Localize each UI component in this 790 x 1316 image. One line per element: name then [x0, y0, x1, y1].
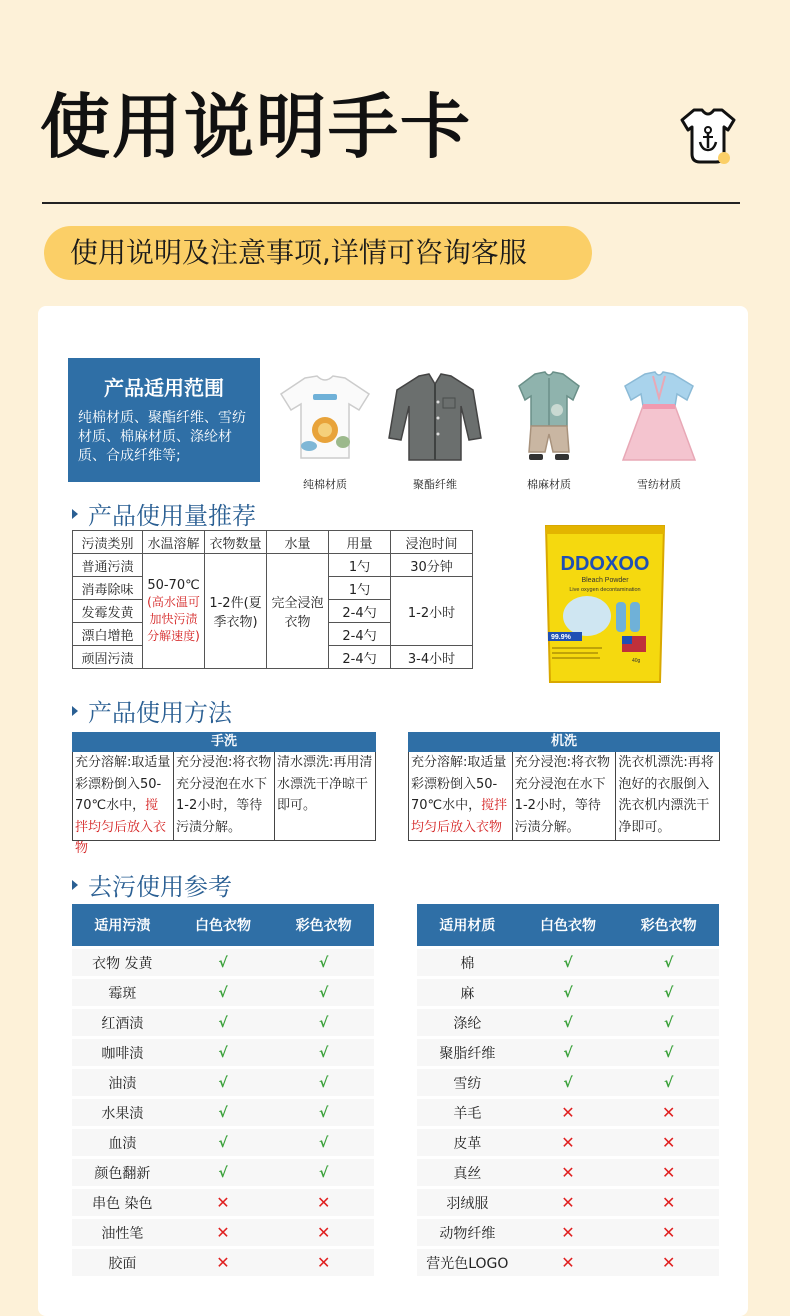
- cross-icon: ✕: [661, 1193, 676, 1212]
- mark-cell: [518, 1249, 619, 1276]
- check-icon: √: [664, 1074, 674, 1091]
- bag-brand: DDOXOO: [560, 553, 650, 575]
- method-heading-text: 产品使用方法: [88, 699, 232, 727]
- table-row: [417, 979, 719, 1006]
- check-icon: √: [319, 1014, 329, 1031]
- cross-icon: ✕: [561, 1103, 575, 1122]
- cross-icon: ✕: [316, 1253, 331, 1272]
- row-label: 串色 染色: [92, 1195, 153, 1212]
- method-section-heading: [72, 693, 232, 728]
- row-label: 水果渍: [101, 1105, 144, 1122]
- mark-cell: [618, 1189, 719, 1216]
- table-row: [417, 949, 719, 976]
- row-label: 颜色翻新: [94, 1165, 151, 1182]
- check-icon: √: [218, 1164, 228, 1181]
- mark-cell: [173, 1219, 274, 1246]
- boy-outfit-icon: [499, 368, 599, 466]
- usage-table: [72, 530, 473, 669]
- cross-icon: ✕: [216, 1223, 230, 1242]
- dosage-cell: 2-4勺: [329, 600, 391, 623]
- step-highlight: 搅拌均匀后放入衣物: [411, 798, 508, 835]
- dosage-cell: 2-4勺: [329, 646, 391, 669]
- tshirt-icon: [275, 368, 375, 466]
- check-icon: √: [319, 954, 329, 971]
- mark-cell: [273, 1039, 374, 1066]
- stain-reference-table: [72, 904, 374, 1276]
- header-cell: 衣物数量: [205, 531, 267, 554]
- table-header: [417, 904, 719, 946]
- scope-heading: 产品适用范围: [104, 376, 224, 400]
- row-label: 油渍: [108, 1075, 137, 1092]
- check-icon: √: [563, 954, 573, 971]
- cross-icon: ✕: [316, 1193, 331, 1212]
- mark-cell: [273, 1249, 374, 1276]
- table-row: [72, 1099, 374, 1126]
- check-icon: √: [218, 1134, 228, 1151]
- soak-cell: 3-4小时: [391, 646, 473, 669]
- mark-cell: [618, 1039, 719, 1066]
- step-text: 充分溶解:取适量彩漂粉倒入50-70℃水中，: [75, 755, 171, 813]
- row-label: 麻: [460, 985, 475, 1002]
- triangle-bullet-icon: [72, 880, 78, 890]
- header-cell: 彩色衣物: [295, 918, 352, 934]
- row-label: 羊毛: [453, 1105, 482, 1122]
- mark-cell: [518, 949, 619, 976]
- fabric-label: 纯棉材质: [303, 478, 347, 491]
- step-dissolve: [409, 752, 512, 840]
- row-label: 霉斑: [108, 985, 137, 1002]
- mark-cell: [518, 1009, 619, 1036]
- check-icon: √: [319, 984, 329, 1001]
- step-soak: 充分浸泡:将衣物充分浸泡在水下1-2小时，等待污渍分解。: [173, 752, 274, 840]
- table-row: [417, 1189, 719, 1216]
- scope-description: 纯棉材质、聚酯纤维、雪纺材质、棉麻材质、涤纶材质、合成纤维等;: [78, 410, 246, 464]
- row-label: 咖啡渍: [101, 1045, 144, 1062]
- check-icon: √: [563, 1074, 573, 1091]
- mark-cell: [273, 1009, 374, 1036]
- check-icon: √: [664, 984, 674, 1001]
- mark-cell: [273, 1129, 374, 1156]
- table-row: [72, 1219, 374, 1246]
- row-label: 聚脂纤维: [439, 1045, 496, 1062]
- step-rinse: 清水漂洗:再用清水漂洗干净晾干即可。: [274, 752, 375, 840]
- check-icon: √: [319, 1044, 329, 1061]
- hand-wash-title: 手洗: [72, 732, 376, 752]
- row-label: 皮革: [453, 1135, 482, 1152]
- mark-cell: [518, 979, 619, 1006]
- mark-cell: [618, 1159, 719, 1186]
- mark-cell: [173, 1039, 274, 1066]
- mark-cell: [173, 979, 274, 1006]
- cross-icon: ✕: [661, 1163, 676, 1182]
- mark-cell: [173, 1069, 274, 1096]
- usage-heading-text: 产品使用量推荐: [88, 502, 256, 530]
- table-row: [417, 1039, 719, 1066]
- machine-wash-box: [408, 732, 720, 841]
- table-row: [73, 554, 473, 577]
- table-row: [417, 1099, 719, 1126]
- check-icon: √: [319, 1074, 329, 1091]
- header-cell: 适用污渍: [94, 918, 151, 934]
- fabric-cotton-linen: [494, 368, 604, 492]
- cross-icon: ✕: [216, 1193, 230, 1212]
- row-label: 血渍: [108, 1135, 137, 1152]
- water-cell: 完全浸泡衣物: [267, 554, 329, 669]
- header-cell: 适用材质: [439, 918, 496, 934]
- check-icon: √: [218, 1044, 228, 1061]
- bag-weight: 40g: [632, 658, 641, 664]
- bag-product-name: Bleach Powder: [581, 577, 629, 584]
- cross-icon: ✕: [661, 1103, 676, 1122]
- stain-cell: 普通污渍: [73, 554, 143, 577]
- cross-icon: ✕: [561, 1253, 575, 1272]
- table-row: [72, 1159, 374, 1186]
- reference-heading-text: 去污使用参考: [88, 873, 232, 901]
- mark-cell: [173, 1009, 274, 1036]
- table-row: [72, 979, 374, 1006]
- bag-badge: 99.9%: [551, 634, 571, 641]
- mark-cell: [273, 1189, 374, 1216]
- fabric-polyester: [380, 368, 490, 492]
- fabric-label: 聚酯纤维: [413, 478, 457, 491]
- title-divider: [42, 202, 740, 204]
- check-icon: √: [664, 1014, 674, 1031]
- stain-cell: 顽固污渍: [73, 646, 143, 669]
- fabric-chiffon: [604, 368, 714, 492]
- table-row: [72, 1249, 374, 1276]
- check-icon: √: [319, 1164, 329, 1181]
- header-cell: 用量: [329, 531, 391, 554]
- check-icon: √: [218, 1104, 228, 1121]
- check-icon: √: [319, 1104, 329, 1121]
- dress-icon: [609, 368, 709, 466]
- header-cell: 浸泡时间: [391, 531, 473, 554]
- table-row: [72, 1189, 374, 1216]
- mark-cell: [173, 1189, 274, 1216]
- bleach-bag-icon: [542, 522, 668, 686]
- check-icon: √: [563, 1044, 573, 1061]
- material-reference-table: [417, 904, 719, 1276]
- mark-cell: [518, 1219, 619, 1246]
- soak-cell: 1-2小时: [391, 577, 473, 646]
- check-icon: √: [319, 1134, 329, 1151]
- cross-icon: ✕: [661, 1133, 676, 1152]
- scope-box: [68, 358, 260, 482]
- mark-cell: [618, 979, 719, 1006]
- mark-cell: [273, 1159, 374, 1186]
- row-label: 红酒渍: [101, 1015, 144, 1032]
- step-rinse: 洗衣机漂洗:再将泡好的衣服倒入洗衣机内漂洗干净即可。: [615, 752, 719, 840]
- check-icon: √: [218, 984, 228, 1001]
- content-card: [38, 306, 748, 1316]
- step-dissolve: [73, 752, 173, 856]
- mark-cell: [518, 1189, 619, 1216]
- mark-cell: [173, 1249, 274, 1276]
- row-label: 涤纶: [453, 1015, 482, 1032]
- row-label: 胶面: [108, 1255, 137, 1272]
- mark-cell: [518, 1039, 619, 1066]
- table-row: [73, 531, 473, 554]
- row-label: 动物纤维: [439, 1225, 496, 1242]
- usage-section-heading: [72, 496, 256, 531]
- stain-cell: 发霉发黄: [73, 600, 143, 623]
- quantity-cell: 1-2件(夏季衣物): [205, 554, 267, 669]
- cross-icon: ✕: [661, 1223, 676, 1242]
- table-row: [72, 1069, 374, 1096]
- hand-wash-box: [72, 732, 376, 856]
- mark-cell: [273, 1099, 374, 1126]
- mark-cell: [173, 1129, 274, 1156]
- check-icon: √: [218, 954, 228, 971]
- table-row: [72, 949, 374, 976]
- mark-cell: [518, 1159, 619, 1186]
- check-icon: √: [218, 1074, 228, 1091]
- page-title: 使用说明手卡: [40, 86, 472, 168]
- table-row: [417, 1249, 719, 1276]
- subtitle-banner: 使用说明及注意事项,详情可咨询客服: [44, 226, 592, 280]
- row-label: 棉: [460, 955, 475, 972]
- check-icon: √: [563, 1014, 573, 1031]
- row-label: 营光色LOGO: [426, 1255, 509, 1272]
- cross-icon: ✕: [216, 1253, 230, 1272]
- temp-note: (高水温可加快污渍分解速度): [147, 595, 200, 643]
- fabric-cotton: [270, 368, 380, 492]
- onesie-anchor-icon: [680, 106, 736, 166]
- header-cell: 白色衣物: [540, 918, 596, 934]
- check-icon: √: [218, 1014, 228, 1031]
- table-row: [417, 1219, 719, 1246]
- header-cell: 白色衣物: [195, 918, 251, 934]
- mark-cell: [618, 1129, 719, 1156]
- soak-cell: 30分钟: [391, 554, 473, 577]
- row-label: 羽绒服: [446, 1195, 489, 1212]
- cross-icon: ✕: [561, 1223, 575, 1242]
- stain-cell: 漂白增艳: [73, 623, 143, 646]
- table-row: [417, 1159, 719, 1186]
- mark-cell: [518, 1129, 619, 1156]
- mark-cell: [273, 1219, 374, 1246]
- mark-cell: [518, 1069, 619, 1096]
- cross-icon: ✕: [561, 1193, 575, 1212]
- row-label: 衣物 发黄: [92, 955, 153, 972]
- check-icon: √: [563, 984, 573, 1001]
- mark-cell: [273, 1069, 374, 1096]
- dosage-cell: 2-4勺: [329, 623, 391, 646]
- temp-cell: [143, 554, 205, 669]
- row-label: 油性笔: [101, 1225, 144, 1242]
- header-cell: 污渍类别: [73, 531, 143, 554]
- reference-section-heading: [72, 867, 232, 902]
- mark-cell: [618, 1069, 719, 1096]
- mark-cell: [273, 979, 374, 1006]
- mark-cell: [618, 1219, 719, 1246]
- check-icon: √: [664, 954, 674, 971]
- header-cell: 水量: [267, 531, 329, 554]
- table-header: [72, 904, 374, 946]
- stain-cell: 消毒除味: [73, 577, 143, 600]
- fabric-label: 雪纺材质: [637, 478, 681, 491]
- table-row: [417, 1069, 719, 1096]
- header-cell: 水温溶解: [143, 531, 205, 554]
- mark-cell: [618, 1009, 719, 1036]
- check-icon: √: [664, 1044, 674, 1061]
- mark-cell: [518, 1099, 619, 1126]
- mark-cell: [618, 1099, 719, 1126]
- header-cell: 彩色衣物: [640, 918, 697, 934]
- mark-cell: [173, 1099, 274, 1126]
- fabric-label: 棉麻材质: [527, 478, 571, 491]
- table-row: [72, 1039, 374, 1066]
- cross-icon: ✕: [661, 1253, 676, 1272]
- machine-wash-title: 机洗: [408, 732, 720, 752]
- cross-icon: ✕: [561, 1163, 575, 1182]
- triangle-bullet-icon: [72, 706, 78, 716]
- mark-cell: [618, 949, 719, 976]
- mark-cell: [173, 949, 274, 976]
- mark-cell: [273, 949, 374, 976]
- row-label: 真丝: [453, 1165, 482, 1182]
- table-row: [72, 1009, 374, 1036]
- step-text: 充分溶解:取适量彩漂粉倒入50-70℃水中，: [411, 755, 507, 813]
- temp-value: 50-70℃: [147, 578, 200, 593]
- step-highlight: 搅拌均匀后放入衣物: [75, 798, 167, 856]
- shirt-icon: [385, 368, 485, 466]
- table-row: [417, 1129, 719, 1156]
- dosage-cell: 1勺: [329, 577, 391, 600]
- cross-icon: ✕: [316, 1223, 331, 1242]
- cross-icon: ✕: [561, 1133, 575, 1152]
- mark-cell: [618, 1249, 719, 1276]
- row-label: 雪纺: [453, 1075, 482, 1092]
- triangle-bullet-icon: [72, 509, 78, 519]
- table-row: [417, 1009, 719, 1036]
- table-row: [72, 1129, 374, 1156]
- dosage-cell: 1勺: [329, 554, 391, 577]
- bag-tagline: Live oxygen decontamination: [569, 587, 641, 593]
- mark-cell: [173, 1159, 274, 1186]
- step-soak: 充分浸泡:将衣物充分浸泡在水下1-2小时，等待污渍分解。: [512, 752, 616, 840]
